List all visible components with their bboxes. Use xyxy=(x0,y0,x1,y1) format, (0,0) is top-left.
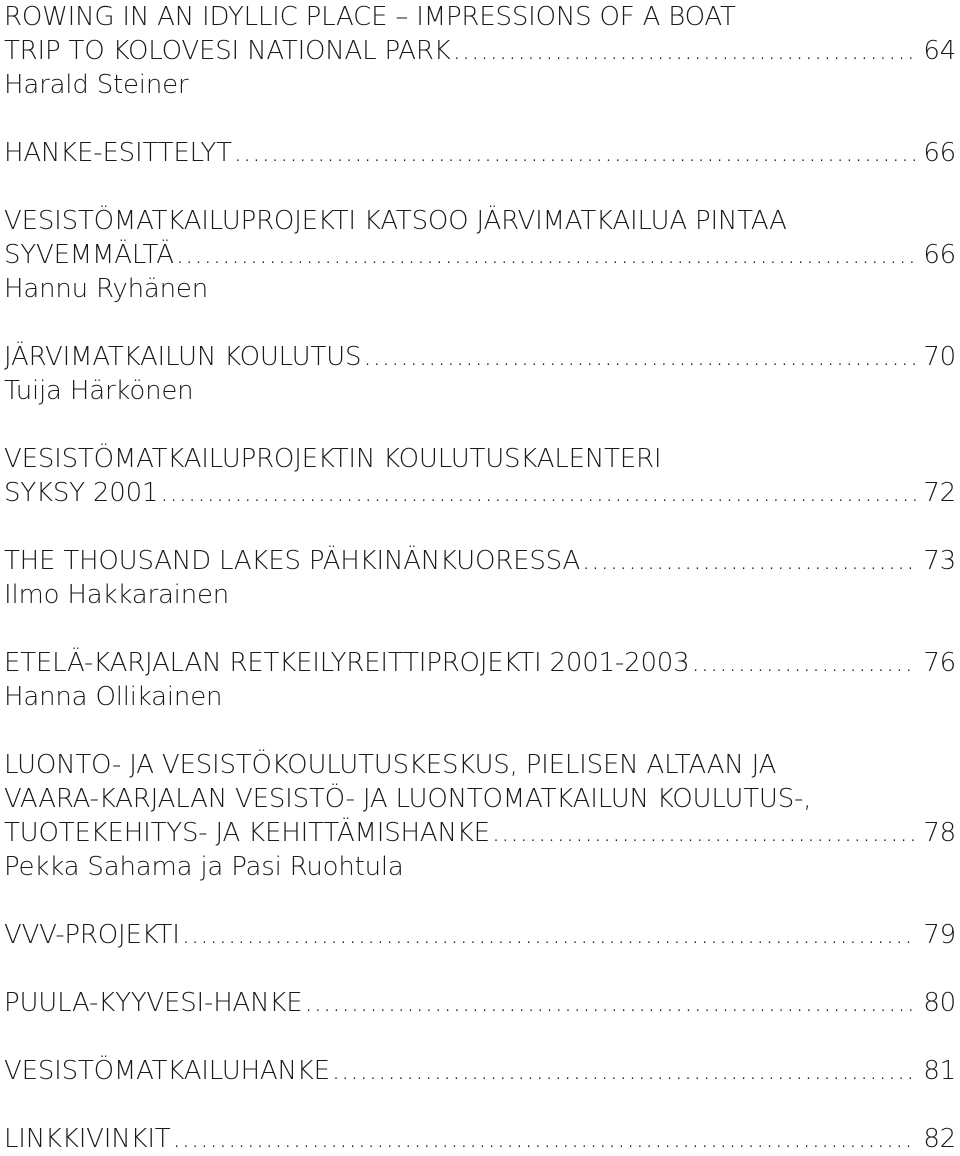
toc-entry xyxy=(4,340,956,408)
toc-title-line-with-page xyxy=(4,816,956,850)
toc-title-line-with-page xyxy=(4,918,956,952)
toc-title-text: THE THOUSAND LAKES PÄHKINÄNKUORESSA xyxy=(4,546,581,576)
toc-entry xyxy=(4,1122,956,1156)
page-number: 79 xyxy=(923,920,956,950)
dot-leader xyxy=(363,340,917,374)
dot-leader xyxy=(182,918,918,952)
dot-leader xyxy=(304,986,917,1020)
toc-entry xyxy=(4,544,956,612)
page-number: 80 xyxy=(923,988,956,1018)
toc-title-text: TUOTEKEHITYS- JA KEHITTÄMISHANKE xyxy=(4,818,490,848)
toc-entry xyxy=(4,1054,956,1088)
toc-author: Ilmo Hakkarainen xyxy=(4,580,230,610)
toc-title-line-with-page xyxy=(4,544,956,578)
page-number: 66 xyxy=(923,138,956,168)
toc-author: Hannu Ryhänen xyxy=(4,274,208,304)
toc-title-line-with-page xyxy=(4,1122,956,1156)
toc-title-line: LUONTO- JA VESISTÖKOULUTUSKESKUS, PIELISEN ALTAAN JA xyxy=(4,750,777,780)
toc-title-text: JÄRVIMATKAILUN KOULUTUS xyxy=(4,342,362,372)
toc-title-line-with-page xyxy=(4,476,956,510)
toc-entry xyxy=(4,986,956,1020)
dot-leader xyxy=(234,136,918,170)
toc-title-line-with-page xyxy=(4,986,956,1020)
toc-title-text: ETELÄ-KARJALAN RETKEILYREITTIPROJEKTI 2001-2003 xyxy=(4,648,690,678)
toc-title-line-with-page xyxy=(4,340,956,374)
toc-author: Pekka Sahama ja Pasi Ruohtula xyxy=(4,852,404,882)
dot-leader xyxy=(160,476,917,510)
page-number: 78 xyxy=(923,818,956,848)
dot-leader xyxy=(172,1122,917,1156)
page-number: 81 xyxy=(923,1056,956,1086)
toc-title-line-with-page xyxy=(4,136,956,170)
page-number: 70 xyxy=(923,342,956,372)
toc-title-line-with-page xyxy=(4,34,956,68)
toc-author: Hanna Ollikainen xyxy=(4,682,223,712)
toc-title-text: LINKKIVINKIT xyxy=(4,1124,171,1154)
page-number: 76 xyxy=(923,648,956,678)
toc-entry xyxy=(4,204,956,306)
dot-leader xyxy=(332,1054,917,1088)
toc-title-line: VESISTÖMATKAILUPROJEKTIN KOULUTUSKALENTERI xyxy=(4,444,662,474)
toc-author: Tuija Härkönen xyxy=(4,376,194,406)
toc-entry xyxy=(4,646,956,714)
dot-leader xyxy=(453,34,918,68)
toc-title-text: TRIP TO KOLOVESI NATIONAL PARK xyxy=(4,36,451,66)
toc-title-text: SYKSY 2001 xyxy=(4,478,159,508)
table-of-contents xyxy=(4,0,956,1156)
dot-leader xyxy=(582,544,917,578)
toc-title-text: PUULA-KYYVESI-HANKE xyxy=(4,988,303,1018)
toc-title-line-with-page xyxy=(4,238,956,272)
toc-author: Harald Steiner xyxy=(4,70,189,100)
page-number: 73 xyxy=(923,546,956,576)
page-number: 72 xyxy=(923,478,956,508)
toc-title-text: HANKE-ESITTELYT xyxy=(4,138,232,168)
toc-title-line: VAARA-KARJALAN VESISTÖ- JA LUONTOMATKAILUN KOULUTUS-, xyxy=(4,784,812,814)
toc-title-line: VESISTÖMATKAILUPROJEKTI KATSOO JÄRVIMATKAILUA PINTAA xyxy=(4,206,787,236)
toc-title-text: VVV-PROJEKTI xyxy=(4,920,180,950)
toc-entry xyxy=(4,748,956,884)
toc-title-text: VESISTÖMATKAILUHANKE xyxy=(4,1056,330,1086)
page-number: 66 xyxy=(923,240,956,270)
dot-leader xyxy=(492,816,918,850)
dot-leader xyxy=(176,238,918,272)
toc-title-line-with-page xyxy=(4,1054,956,1088)
toc-title-line-with-page xyxy=(4,646,956,680)
toc-title-line: ROWING IN AN IDYLLIC PLACE – IMPRESSIONS OF A BOAT xyxy=(4,2,736,32)
toc-entry xyxy=(4,918,956,952)
toc-title-text: SYVEMMÄLTÄ xyxy=(4,240,174,270)
dot-leader xyxy=(691,646,917,680)
page-number: 64 xyxy=(923,36,956,66)
toc-entry xyxy=(4,0,956,102)
toc-entry xyxy=(4,442,956,510)
page-number: 82 xyxy=(923,1124,956,1154)
toc-entry xyxy=(4,136,956,170)
